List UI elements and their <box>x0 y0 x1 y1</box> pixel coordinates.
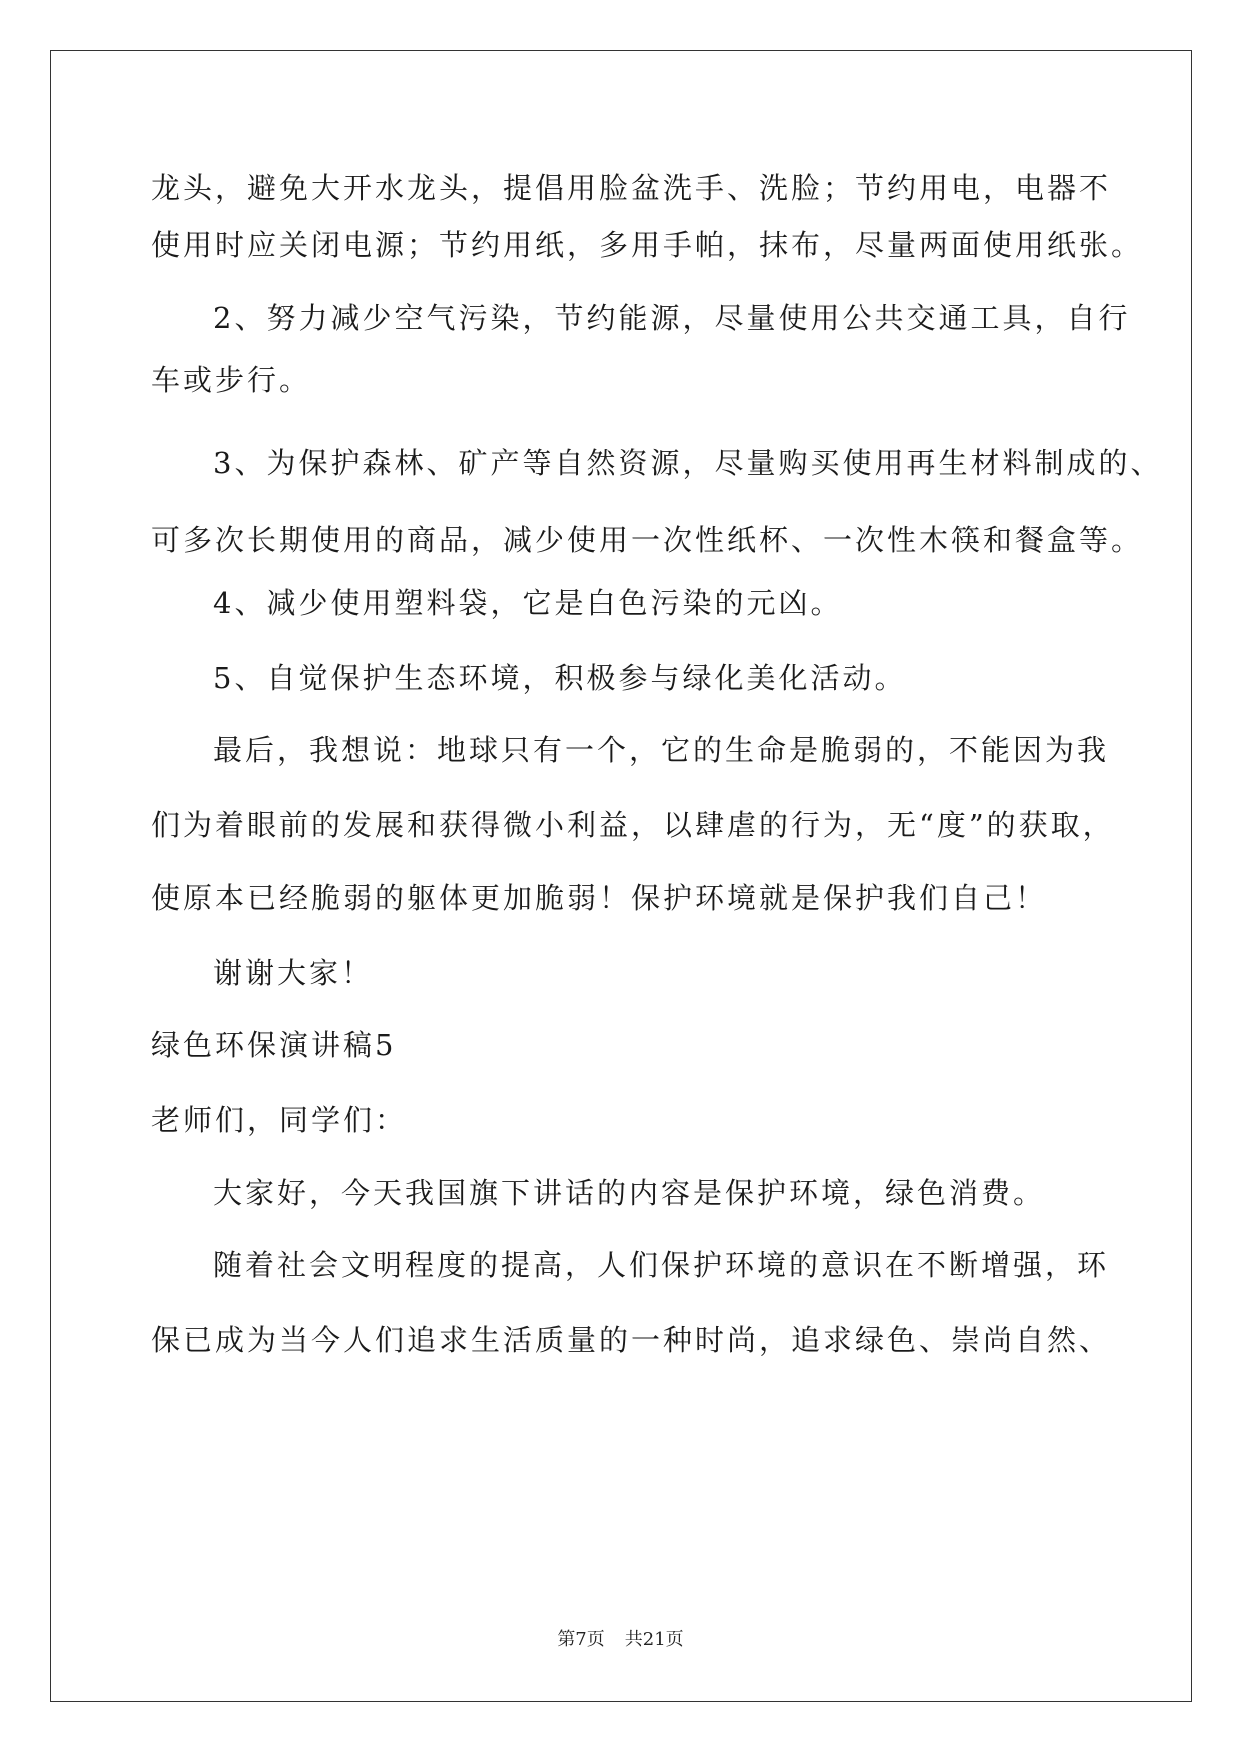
salutation: 老师们，同学们： <box>151 1103 408 1137</box>
body-line: 2、努力减少空气污染，节约能源，尽量使用公共交通工具，自行 <box>213 301 1131 335</box>
body-line: 车或步行。 <box>151 363 312 397</box>
section-title: 绿色环保演讲稿5 <box>151 1028 397 1062</box>
body-line: 5、自觉保护生态环境，积极参与绿化美化活动。 <box>213 661 907 695</box>
body-line: 4、减少使用塑料袋，它是白色污染的元凶。 <box>213 586 843 620</box>
body-line: 使用时应关闭电源；节约用纸，多用手帕，抹布，尽量两面使用纸张。 <box>151 228 1144 262</box>
body-line: 使原本已经脆弱的躯体更加脆弱！保护环境就是保护我们自己！ <box>151 881 1048 915</box>
body-line: 3、为保护森林、矿产等自然资源，尽量购买使用再生材料制成的、 <box>213 446 1163 480</box>
body-line: 谢谢大家！ <box>213 956 374 990</box>
body-line: 可多次长期使用的商品，减少使用一次性纸杯、一次性木筷和餐盒等。 <box>151 523 1144 557</box>
body-line: 最后，我想说：地球只有一个，它的生命是脆弱的，不能因为我 <box>213 733 1110 767</box>
page-footer <box>0 1628 1241 1652</box>
body-line: 大家好，今天我国旗下讲话的内容是保护环境，绿色消费。 <box>213 1176 1046 1210</box>
body-line: 随着社会文明程度的提高，人们保护环境的意识在不断增强，环 <box>213 1248 1110 1282</box>
page-number: 第7页 <box>557 1629 605 1650</box>
body-line: 们为着眼前的发展和获得微小利益，以肆虐的行为，无“度”的获取， <box>151 808 1115 842</box>
body-line: 保已成为当今人们追求生活质量的一种时尚，追求绿色、崇尚自然、 <box>151 1323 1112 1357</box>
page-total: 共21页 <box>624 1629 684 1650</box>
body-line: 龙头，避免大开水龙头，提倡用脸盆洗手、洗脸；节约用电，电器不 <box>151 171 1112 205</box>
